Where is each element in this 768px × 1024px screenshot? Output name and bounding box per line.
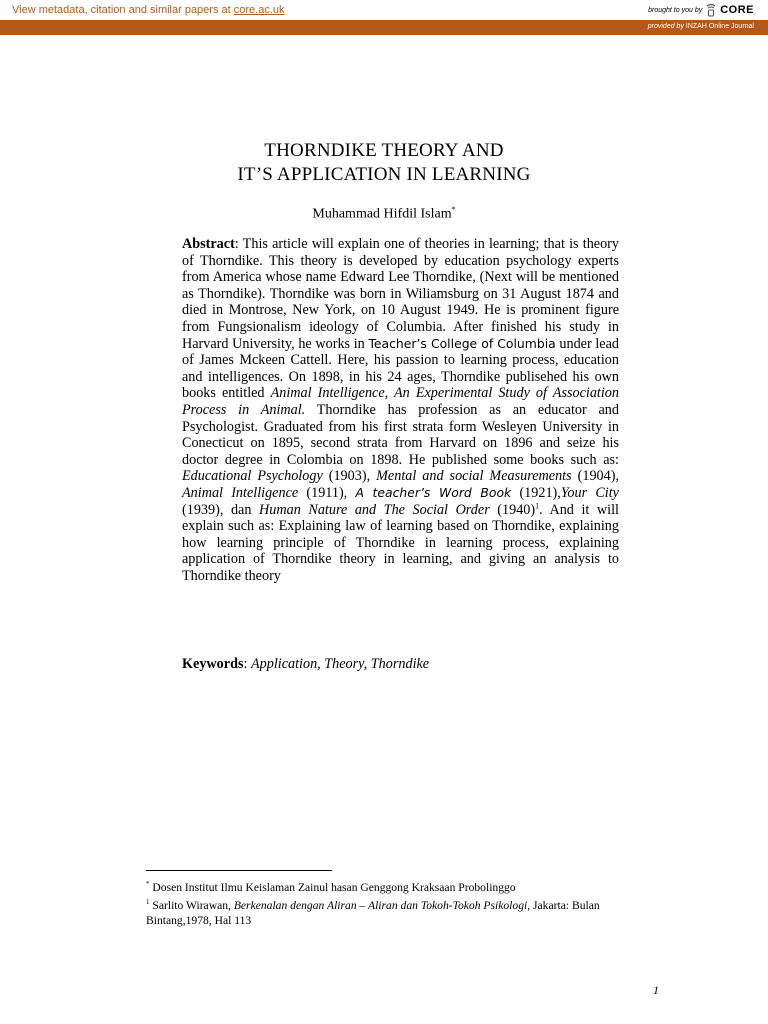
brought-by-text: brought to you by [648,6,703,14]
footnote-divider [146,870,332,871]
title-line-1: THORNDIKE THEORY AND [264,140,504,161]
abstract-text: (1921), [511,484,561,501]
abstract-text: (1903), [322,468,377,485]
keywords-separator: : [243,656,251,672]
provided-by-source: INZAH Online Journal [685,23,754,30]
abstract-text: under lead of James Mckeen Cattell. Here, his passion to learning process, education and intelligences. On 1898, in his 24 ages, Thorndike publisehed his own books entitled [182,335,619,402]
author-footnote-mark: * [451,205,456,214]
core-ac-uk-link[interactable]: core.ac.uk [233,4,285,16]
book-title: Human Nature and The Social Order [259,501,490,518]
core-banner [0,0,768,21]
core-metadata-text: View metadata, citation and similar papers at [12,4,234,16]
book-title: Mental and social Measurements [376,468,572,485]
provided-by-text[interactable] [648,23,754,30]
footnote-mark: * [146,880,150,888]
author [0,205,768,223]
core-brand: CORE [720,4,754,16]
abstract-text: (1939), dan [182,501,260,518]
footnote-book-title: Berkenalan dengan Aliran – Aliran dan Tokoh-Tokoh Psikologi, [233,898,531,912]
book-title: Educational Psychology [182,468,323,485]
abstract-label: Abstract [182,236,235,252]
provided-by-bar [0,21,768,35]
abstract-text: : This article will explain one of theories in learning; that is theory of Thorndike. This theory is developed by education psychology experts from America whose name Edward Lee Thorndike, (Next will be mentioned as Thorndike). Thorndike was born in Wiliamsburg on 31 August 1874 and died in Montrose, New York, on 10 August 1949. He is prominent figure from Fungsionalism ideology of Columbia. After finished his study in Harvard University, he works in [182,236,619,352]
core-logo-icon [705,3,717,17]
abstract-text: Thorndike has profession as an educator and Psychologist. Graduated from his first strata form Wesleyen University in Conecticut on 1895, second strata from Harvard on 1896 and seize his doctor degree in Colombia on 1898. He published some books such as: [182,401,619,468]
abstract-text: (1940) [489,501,536,518]
paper-title [0,139,768,187]
footnote-mark: 1 [146,897,150,906]
book-title: Your City [560,484,619,501]
core-metadata-link-text[interactable] [12,4,285,16]
footnotes [146,877,622,928]
footnote-author-affiliation [146,877,622,895]
book-title: Animal Intelligence [182,484,299,501]
abstract [182,236,619,584]
book-title: Animal Intelligence, An Experimental Study of Association Process in Animal. [182,385,619,418]
footnote-1 [146,895,622,928]
keywords-label: Keywords [182,656,244,672]
book-title: A teacher’s Word Book [355,484,512,500]
abstract-text: (1904), [571,468,620,485]
page-number: 1 [653,983,659,997]
footnote-separator: , [228,898,234,912]
author-name: Muhammad Hifdil Islam [312,206,452,222]
title-line-2: IT’S APPLICATION IN LEARNING [237,164,531,185]
abstract-text: . And it will explain such as: Explaining law of learning based on Thorndike, explaining how learning principle of Thorndike in learning process, explaining application of Thorndike theory in learning, and giving an analysis to Thorndike theory [182,501,619,584]
abstract-text: (1911), [298,484,356,501]
footnote-ref[interactable]: 1 [535,500,540,510]
keywords-list: Application, Theory, Thorndike [250,656,430,672]
footnote-text: Dosen Institut Ilmu Keislaman Zainul hasan Genggong Kraksaan Probolinggo [149,880,516,894]
core-brought-by[interactable] [648,3,754,17]
provided-by-label: provided by [647,23,684,30]
footnote-author: Sarlito Wirawan [149,898,229,912]
college-name: Teacher’s College of Columbia [368,335,556,351]
keywords [182,656,429,673]
footnote-publisher: Jakarta: Bulan Bintang,1978, Hal 113 [146,898,600,927]
